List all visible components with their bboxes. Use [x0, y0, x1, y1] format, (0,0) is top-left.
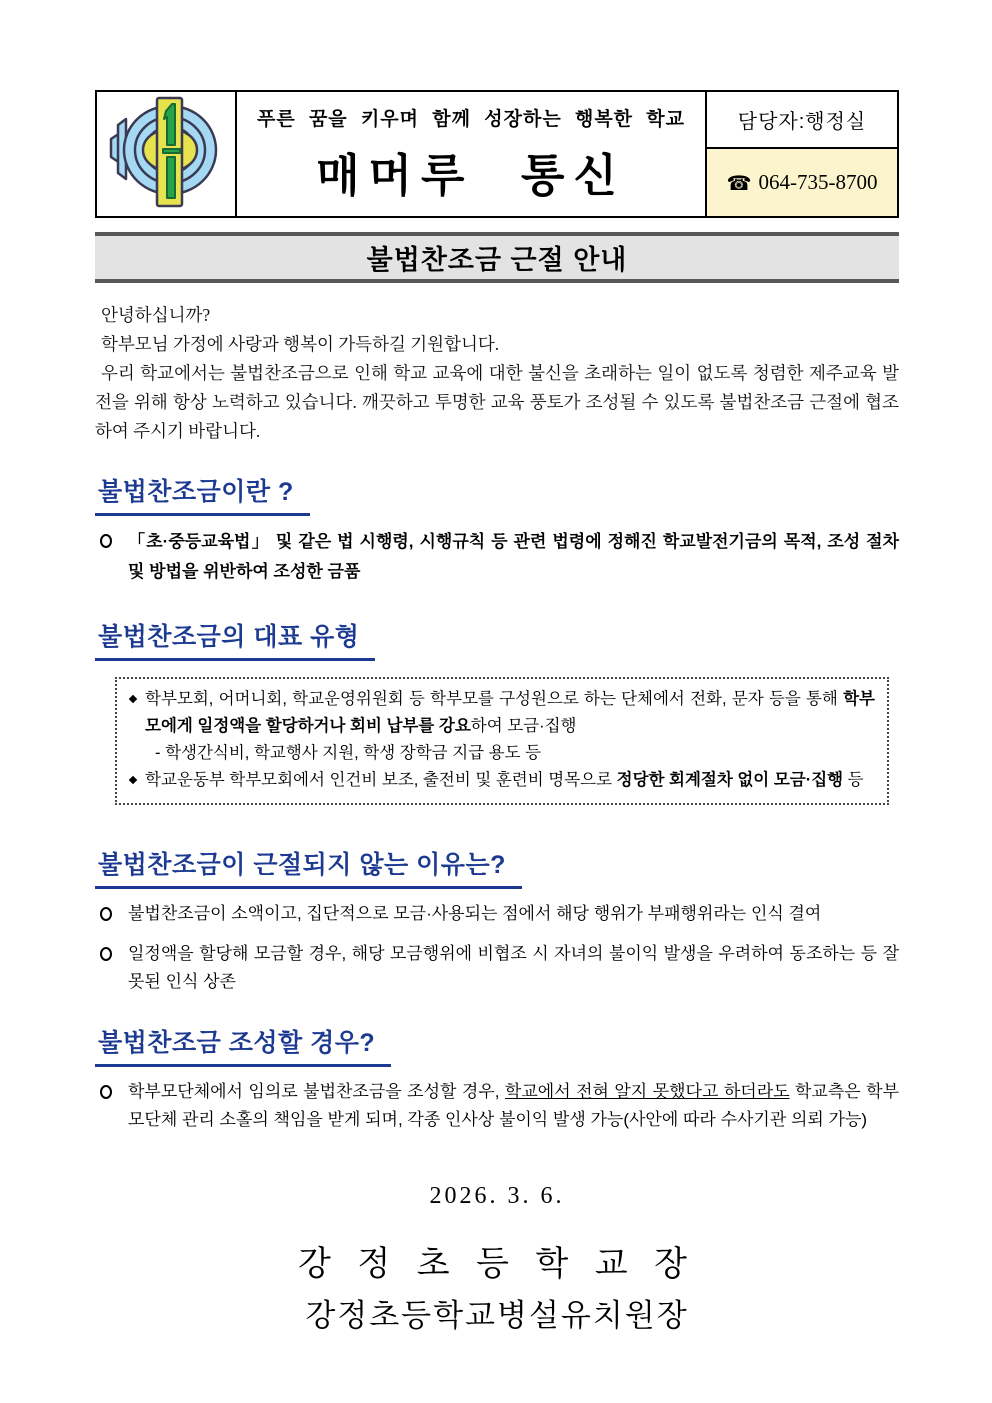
- section-heading-4: 불법찬조금 조성할 경우?: [95, 1023, 391, 1067]
- diamond-bullet-icon: [129, 776, 137, 784]
- greeting-block: [95, 301, 899, 446]
- masthead-center: [235, 92, 707, 216]
- school-emblem-icon: [106, 95, 226, 214]
- greeting-line-3: 우리 학교에서는 불법찬조금으로 인해 학교 교육에 대한 불신을 초래하는 일이 없도록 청렴한 제주교육 발전을 위해 항상 노력하고 있습니다. 깨끗하고 투명한 교육 풍토가 조성될 수 있도록 불법찬조금 근절에 협조하여 주시기 바랍니다.: [95, 363, 899, 441]
- phone-number: 064-735-8700: [758, 170, 878, 194]
- box-item-1-subnote-text: - 학생간식비, 학교행사 지원, 학생 장학금 지급 용도 등: [155, 744, 542, 762]
- phone-icon: ☎: [726, 170, 752, 195]
- page-content: [95, 0, 899, 1335]
- section-heading-2: 불법찬조금의 대표 유형: [95, 617, 375, 661]
- contact-phone-row: [707, 149, 897, 216]
- circle-bullet-icon: [100, 534, 112, 548]
- box-item-1: [127, 686, 875, 740]
- signer-principal: 강 정 초 등 학 교 장: [298, 1245, 696, 1283]
- section-if-fund-created: [95, 997, 899, 1135]
- bullet-definition: [95, 527, 899, 587]
- document-title-banner: [95, 232, 899, 283]
- bullet-consequence-text: 학부모단체에서 임의로 불법찬조금을 조성할 경우, 학교에서 전혀 알지 못했다고 하더라도 학교측은 학부모단체 관리 소홀의 책임을 받게 되며, 각종 인사상 불이익 발생 가능(사안에 따라 수사기관 의뢰 가능): [128, 1081, 900, 1129]
- contact-manager: 담당자:행정실: [707, 92, 897, 149]
- masthead-contact: [707, 92, 897, 216]
- masthead: [95, 90, 899, 218]
- box-item-1-text: 학부모회, 어머니회, 학교운영위원회 등 학부모를 구성원으로 하는 단체에서 전화, 문자 등을 통해 학부모에게 일정액을 할당하거나 회비 납부를 강요하여 모금·집행: [145, 690, 875, 735]
- school-slogan: 푸른 꿈을 키우며 함께 성장하는 행복한 학교: [256, 109, 686, 130]
- newsletter-title: 매머루 통신: [316, 150, 626, 201]
- section-why-not-eradicated: [95, 805, 899, 997]
- box-item-2: [127, 767, 875, 794]
- section-heading-3: 불법찬조금이 근절되지 않는 이유는?: [95, 845, 522, 889]
- circle-bullet-icon: [100, 947, 112, 961]
- school-logo-cell: [97, 92, 235, 216]
- bullet-definition-text: 「초·중등교육법」 및 같은 법 시행령, 시행규칙 등 관련 법령에 정해진 학교발전기금의 목적, 조성 절차 및 방법을 위반하여 조성한 금품: [128, 532, 899, 581]
- box-item-1-subnote: [127, 740, 875, 767]
- typical-types-box: [115, 677, 889, 805]
- bullet-reason-2: [95, 940, 899, 997]
- bullet-reason-1: [95, 900, 899, 929]
- circle-bullet-icon: [100, 907, 112, 921]
- greeting-line-2: 학부모님 가정에 사랑과 행복이 가득하길 기원합니다.: [101, 334, 500, 354]
- circle-bullet-icon: [100, 1085, 112, 1099]
- bullet-reason-2-text: 일정액을 할당해 모금할 경우, 해당 모금행위에 비협조 시 자녀의 불이익 발생을 우려하여 동조하는 등 잘못된 인식 상존: [128, 943, 899, 991]
- section-heading-1: 불법찬조금이란 ?: [95, 472, 310, 516]
- bullet-reason-1-text: 불법찬조금이 소액이고, 집단적으로 모금·사용되는 점에서 해당 행위가 부패행위라는 인식 결여: [128, 904, 822, 923]
- section-typical-types: [95, 587, 899, 805]
- box-item-2-text: 학교운동부 학부모회에서 인건비 보조, 출전비 및 훈련비 명목으로 정당한 회계절차 없이 모금·집행 등: [145, 771, 864, 789]
- document-date: 2026. 3. 6.: [429, 1182, 565, 1209]
- diamond-bullet-icon: [129, 695, 137, 703]
- document-title: 불법찬조금 근절 안내: [366, 245, 628, 275]
- bullet-consequence: [95, 1078, 899, 1135]
- greeting-line-1: 안녕하십니까?: [101, 305, 211, 325]
- section-what-is-illegal-fund: [95, 446, 899, 587]
- signer-kindergarten-director: 강정초등학교병설유치원장: [305, 1297, 689, 1333]
